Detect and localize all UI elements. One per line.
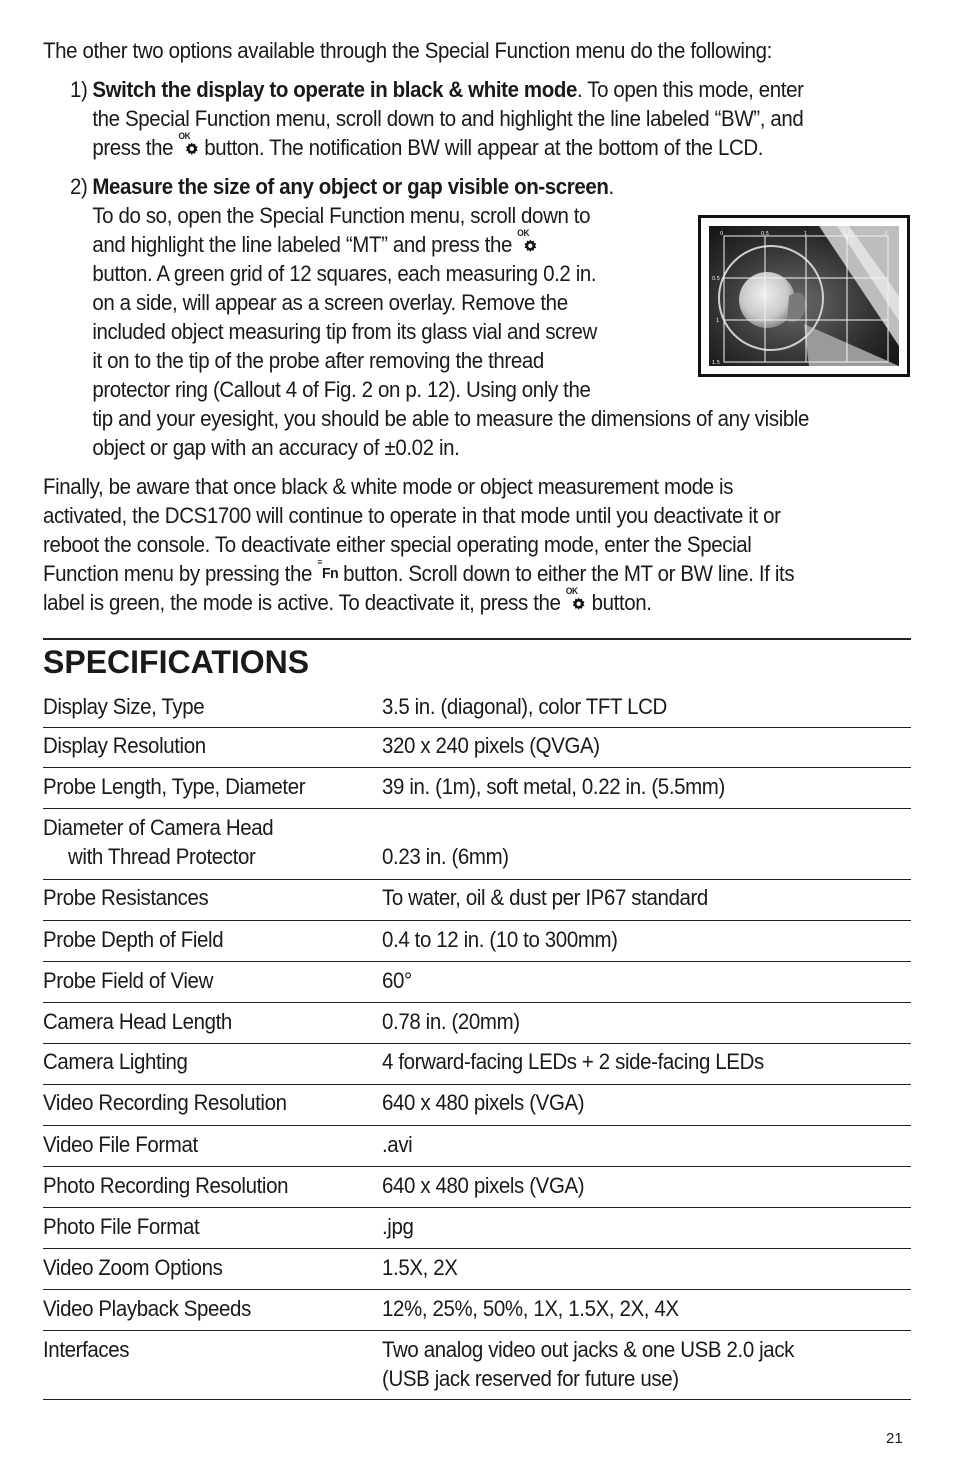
table-row: Video Recording Resolution 640 x 480 pixels (VGA) [43,1085,911,1126]
table-row: Display Resolution 320 x 240 pixels (QVGA) [43,728,911,768]
table-row: Video Playback Speeds 12%, 25%, 50%, 1X, 1.5X, 2X, 4X [43,1290,911,1331]
table-row: Display Size, Type 3.5 in. (diagonal), color TFT LCD [43,689,911,728]
table-row: Photo File Format .jpg [43,1208,911,1249]
bw-mode-heading: Switch the display to operate in black & white mode [92,77,577,102]
grid-tick-label: 2 [884,231,888,237]
grid-overlay-image [709,226,899,366]
table-row: Photo Recording Resolution 640 x 480 pixels (VGA) [43,1167,911,1208]
ok-gear-icon: OK [178,138,198,158]
grid-tick-label: 1.5 [843,231,851,237]
finally-paragraph: Finally, be aware that once black & white mode or object measurement mode is activated, the DCS1700 will continue to operate in that mode until you deactivate it or reboot the console. To deactivate either special operating mode, enter the Special Function menu by pressing the ≡ Fn button. Scroll down to either the MT or BW line. If its label is green, the mode is active. To deactivate it, press the OK button. [43,474,795,615]
measurement-grid-figure [698,215,910,377]
table-row: Diameter of Camera Head with Thread Protector 0.23 in. (6mm) [43,809,911,880]
section-divider [43,638,911,640]
grid-tick-label: 1 [716,318,720,324]
intro-paragraph: The other two options available through the Special Function menu do the following: [43,38,772,63]
table-row: Probe Depth of Field 0.4 to 12 in. (10 to 300mm) [43,921,911,962]
section-title: SPECIFICATIONS [43,644,310,680]
list-number: 2) [70,174,88,199]
table-row: Interfaces Two analog video out jacks & one USB 2.0 jack (USB jack reserved for future use) [43,1331,911,1400]
table-row: Probe Resistances To water, oil & dust per IP67 standard [43,880,911,921]
ok-gear-icon: OK [517,235,537,255]
list-item-bw-mode: 1) Switch the display to operate in black & white mode. To open this mode, enter the Special Function menu, scroll down to and highlight the line labeled “BW”, and press the OK button. The notification BW will appear at the bottom of the LCD. [70,77,804,160]
table-row: Camera Head Length 0.78 in. (20mm) [43,1003,911,1044]
table-row: Probe Field of View 60° [43,962,911,1003]
list-item-measure-mode: 2) Measure the size of any object or gap visible on-screen. To do so, open the Special Function menu, scroll down to and highlight the line labeled “MT” and press the OK button. A green grid of 12 squares, each measuring 0.2 in. on a side, will appear as a screen overlay. Remove the included object measuring tip from its glass vial and screw it on to the tip of the probe after removing the thread protector ring (Callout 4 of Fig. 2 on p. 12). Using only the tip and your eyesight, you should be able to measure the dimensions of any visible object or gap with an accuracy of ±0.02 in. [70,174,810,460]
grid-tick-label: 1 [804,231,808,237]
table-row: Camera Lighting 4 forward-facing LEDs + 2 side-facing LEDs [43,1044,911,1085]
grid-tick-label: 0.5 [761,231,769,237]
function-fn-icon: ≡ Fn [317,557,339,582]
grid-tick-label: 1.5 [712,360,720,366]
page-number: 21 [886,1430,903,1447]
measure-mode-heading: Measure the size of any object or gap visible on-screen [92,174,609,199]
table-row: Video Zoom Options 1.5X, 2X [43,1249,911,1290]
ok-gear-icon: OK [566,593,586,613]
specifications-table [43,689,911,1400]
grid-tick-label: 0 [720,231,724,237]
list-number: 1) [70,77,88,102]
table-row: Probe Length, Type, Diameter 39 in. (1m), soft metal, 0.22 in. (5.5mm) [43,768,911,809]
grid-tick-label: 0.5 [712,276,720,282]
table-row: Video File Format .avi [43,1126,911,1167]
